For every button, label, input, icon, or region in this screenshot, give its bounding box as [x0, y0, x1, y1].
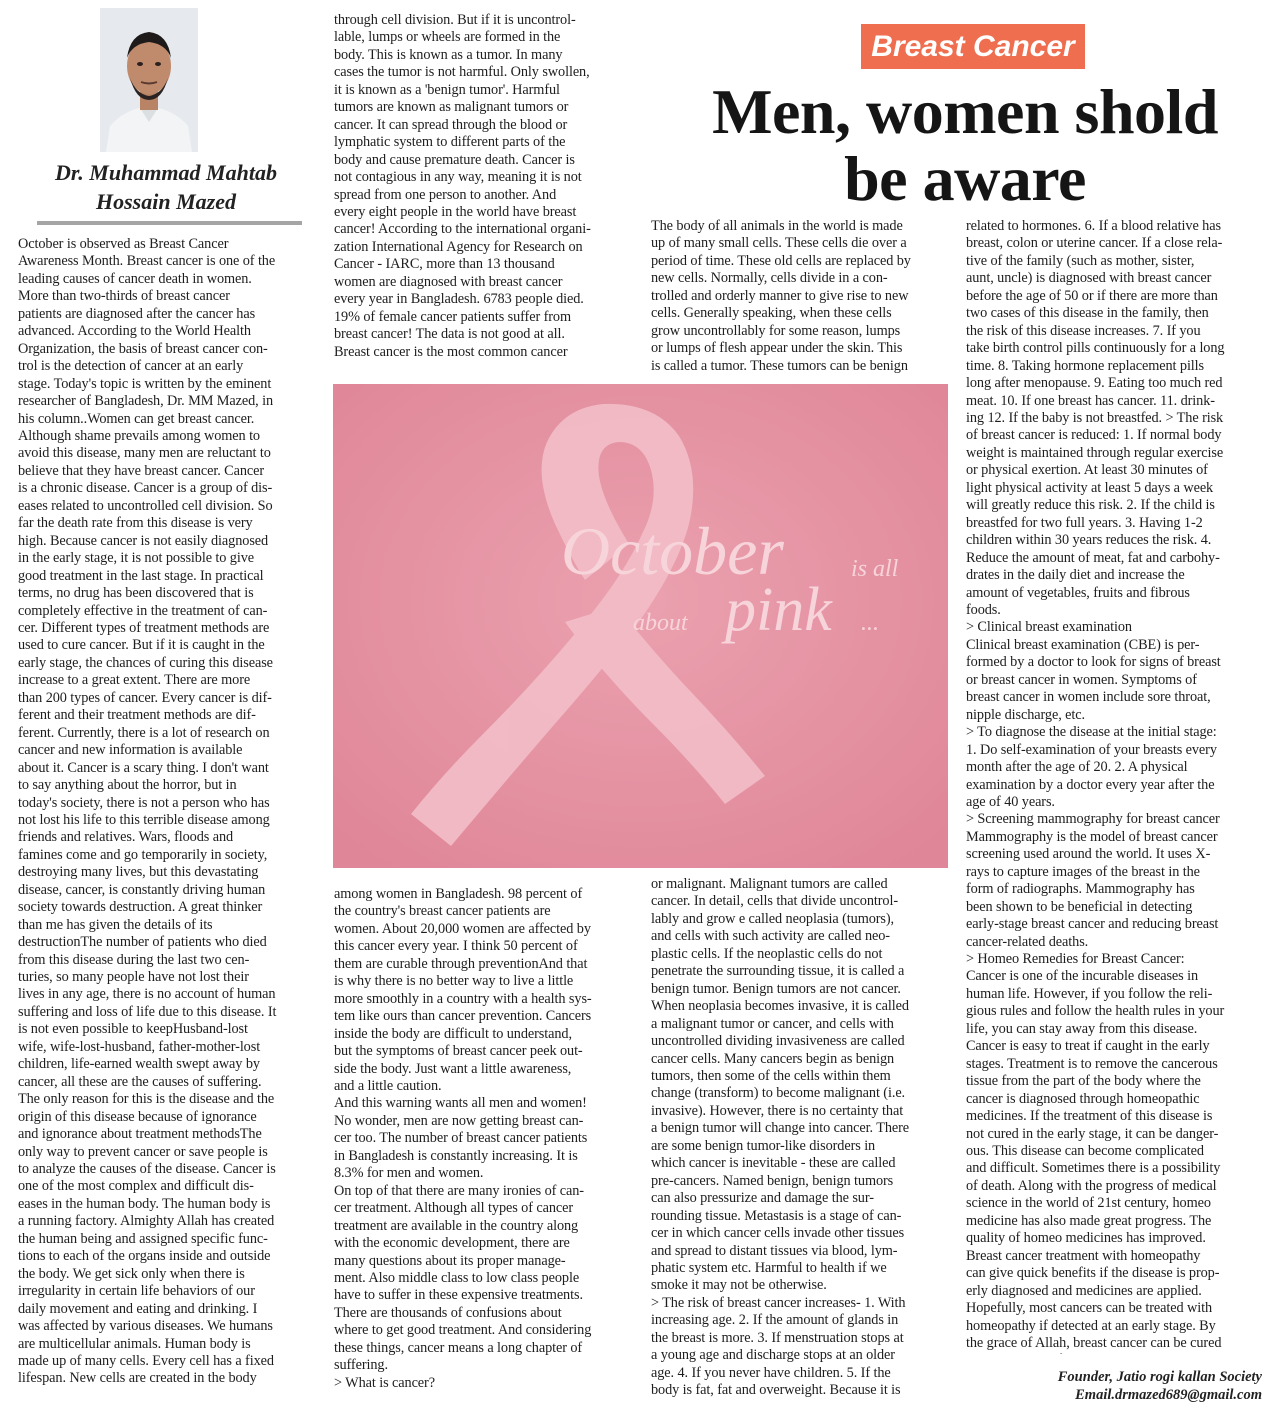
body-column-3-bottom: or malignant. Malignant tumors are called cancer. In detail, cells that divide uncontrol- lably and grow e called neoplasia (tumors), and cells with such activity are called neo- plastic cells. If the neoplastic cells do not penetrate the surrounding tissue, it is called a benign tumor. Benign tumors are not cancer. When neoplasia becomes invasive, it is called a malignant tumor or cancer, and cells with uncontrolled dividing invasiveness are called cancer cells. Many cancers begin as benign tumors, then some of the cells within them change (transform) to become malignant (i.e. invasive). However, there is no certainty that a benign tumor will change into cancer. There are some benign tumor-like disorders in which cancer is inevitable - these are called pre-cancers. Named benign, benign tumors can also pressurize and damage the sur- rounding tissue. Metastasis is a stage of can- cer in which cancer cells invade other tissues and spread to distant tissues via blood, lym- phatic system etc. Harmful to health if we smoke it may not be otherwise. > The risk of breast cancer increases- 1. With increasing age. 2. If the amount of glands in the breast is more. 3. If menstruation stops at a young age and discharge stops at an older age. 4. If you never have children. 5. If the body is fat, fat and overweight. Because it is	[651, 876, 910, 1398]
image-text-ellipsis: ...	[861, 610, 879, 636]
body-column-1: October is observed as Breast Cancer Awareness Month. Breast cancer is one of the leading causes of cancer death in women. More than two-thirds of breast cancer patients are diagnosed after the cancer has advanced. According to the World Health Organization, the basis of breast cancer con- trol is the detection of cancer at an early stage. Today's topic is written by the eminent researcher of Bangladesh, Dr. MM Mazed, in his column..Women can get breast cancer. Although shame prevails among women to avoid this disease, many men are reluctant to believe that they have breast cancer. Cancer is a chronic disease. Cancer is a group of dis- eases related to uncontrolled cell division. So far the death rate from this disease is very high. Because cancer is not easily diagnosed in the early stage, it is not possible to give good treatment in the last stage. In practical terms, no drug has been discovered that is completely effective in the treatment of can- cer. Different types of treatment methods are used to cure cancer. But if it is caught in the early stage, the chances of curing this disease increase to a great extent. There are more than 200 types of cancer. Every cancer is dif- ferent and their treatment methods are dif- ferent. Currently, there is a lot of research on cancer and new information is available about it. Cancer is a scary thing. I don't want to say anything about the horror, but in today's society, there is not a person who has not lost his life to this terrible disease among friends and relatives. Wars, floods and famines come and go temporarily in society, destroying many lives, but this devastating disease, cancer, is constantly driving human society towards destruction. A great thinker than me has given the details of its destructionThe number of patients who died from this disease during the last two cen- turies, so many people have not lost their lives in any age, there is no account of human suffering and loss of life due to this disease. It is not even possible to keepHusband-lost wife, wife-lost-husband, father-mother-lost children, life-earned wealth swept away by cancer, all these are the causes of suffering. The only reason for this is the disease and the origin of this disease because of ignorance and ignorance about treatment methodsThe only way to prevent cancer or save people is to analyze the causes of the disease. Cancer is one of the most complex and difficult dis- eases in the human body. The human body is a running factory. Almighty Allah has created the human being and assigned specific func- tions to each of the organs inside and outside the body. We get sick only when there is irregularity in certain life behaviors of our daily movement and eating and drinking. I was affected by various diseases. We humans are multicellular animals. Human body is made up of many cells. Every cell has a fixed lifespan. New cells are created in the body	[18, 236, 277, 1387]
body-column-3-top: The body of all animals in the world is made up of many small cells. These cells die over a period of time. These old cells are replaced by new cells. Normally, cells divide in a con- trolled and orderly manner to give rise to new cells. Generally speaking, when these cells grow uncontrollably for some reason, lumps or lumps of flesh appear under the skin. This is called a tumor. These tumors can be benign	[651, 218, 911, 374]
image-text-pink: pink	[725, 576, 832, 644]
image-text-about: about	[633, 610, 688, 636]
body-column-4: related to hormones. 6. If a blood relative has breast, colon or uterine cancer. If a close rela- tive of the family (such as mother, sister, aunt, uncle) is diagnosed with breast cancer before the age of 50 or if there are more than two cases of this disease in the family, then the risk of this disease increases. 7. If you take birth control pills continuously for a long time. 8. Taking hormone replacement pills long after menopause. 9. Eating too much red meat. 10. If one breast has cancer. 11. drink- ing 12. If the baby is not breastfed. > The risk of breast cancer is reduced: 1. If normal body weight is maintained through regular exercise or physical exertion. At least 30 minutes of light physical activity at least 5 days a week will greatly reduce this risk. 2. If the child is breastfed for two full years. 3. Having 1-2 children within 30 years reduces the risk. 4. Reduce the amount of meat, fat and carbohy- drates in the daily diet and increase the amount of vegetables, fruits and fibrous foods. > Clinical breast examination Clinical breast examination (CBE) is per- formed by a doctor to look for signs of breast or breast cancer in women. Symptoms of breast cancer in women include sore throat, nipple discharge, etc. > To diagnose the disease at the initial stage: 1. Do self-examination of your breasts every month after the age of 20. 2. A physical examination by a doctor every year after the age of 40 years. > Screening mammography for breast cancer Mammography is the model of breast cancer screening used around the world. It uses X- rays to capture images of the breast in the form of radiographs. Mammography has been shown to be beneficial in detecting early-stage breast cancer and reducing breast cancer-related deaths. > Homeo Remedies for Breast Cancer: Cancer is one of the incurable diseases in human life. However, if you follow the reli- gious rules and follow the health rules in your life, you can stay away from this disease. Cancer is easy to treat if caught in the early stages. Treatment is to remove the cancerous tissue from the part of the body where the cancer is diagnosed through homeopathic medicines. If the treatment of this disease is not cured in the early stage, it can be danger- ous. This disease can become complicated and difficult. Sometimes there is a possibility of death. Along with the progress of medical science in the world of 21st century, homeo medicine has also made great progress. The quality of homeo medicines has improved. Breast cancer treatment with homeopathy can give quick benefits if the disease is prop- erly diagnosed and medicines are applied. Hopefully, most cancers can be treated with homeopathy if detected at an early stage. By the grace of Allah, breast cancer can be cured	[966, 218, 1225, 1351]
body-column-2-bottom: among women in Bangladesh. 98 percent of the country's breast cancer patients are women. About 20,000 women are affected by this cancer every year. I think 50 percent of them are curable through preventionAnd that is why there is no better way to live a little more smoothly in a country with a health sys- tem like ours than cancer prevention. Cancers inside the body are difficult to understand, but the symptoms of breast cancer peek out- side the body. Just want a little awareness, and a little caution. And this warning wants all men and women! No wonder, men are now getting breast can- cer too. The number of breast cancer patients in Bangladesh is constantly increasing. It is 8.3% for men and women. On top of that there are many ironies of can- cer treatment. Although all types of cancer treatment are available in the country along with the economic development, there are many questions about its proper manage- ment. Also middle class to low class people have to suffer in these expensive treatments. There are thousands of confusions about where to get good treatment. And considering these things, cancer means a long chapter of suffering. > What is cancer?	[334, 886, 592, 1391]
pink-ribbon-image	[333, 384, 948, 868]
author-divider	[37, 221, 302, 225]
author-photo	[100, 8, 198, 152]
section-kicker: Breast Cancer	[861, 24, 1085, 69]
author-signature: Founder, Jatio rogi kallan Society Email.drmazed689@gmail.com	[1057, 1369, 1262, 1403]
headline: Men, women shold be aware	[712, 76, 1218, 214]
image-text-october: October	[561, 513, 784, 589]
image-text-is-all: is all	[851, 556, 899, 582]
body-column-2-top: through cell division. But if it is uncontrol- lable, lumps or wheels are formed in the body. This is known as a tumor. In many cases the tumor is not harmful. Only swollen, it is known as a 'benign tumor'. Harmful tumors are known as malignant tumors or cancer. It can spread through the blood or lymphatic system to different parts of the body and cause premature death. Cancer is not contagious in any way, meaning it is not spread from one person to another. And every eight people in the world have breast cancer! According to the international organi- zation International Agency for Research on Cancer - IARC, more than 13 thousand women are diagnosed with breast cancer every year in Bangladesh. 6783 people died. 19% of female cancer patients suffer from breast cancer! The data is not good at all. Breast cancer is the most common cancer	[334, 12, 591, 360]
author-name: Dr. Muhammad Mahtab Hossain Mazed	[55, 160, 277, 214]
